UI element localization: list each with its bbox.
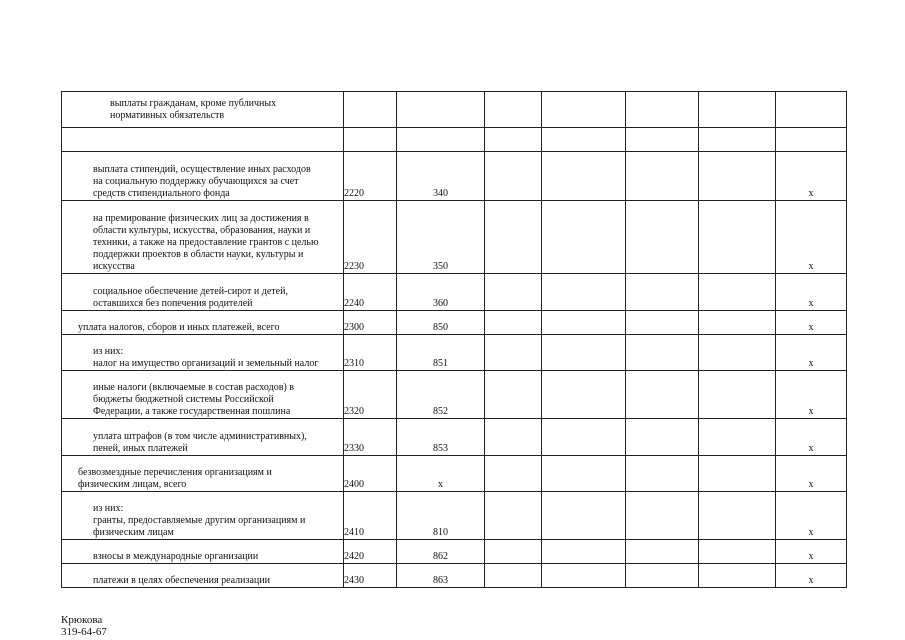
row-description: уплата штрафов (в том числе административных), пеней, иных платежей <box>62 419 344 456</box>
table-row <box>62 311 847 335</box>
row-code <box>344 92 397 128</box>
row-code: 2420 <box>344 540 397 564</box>
row-mark: x <box>776 492 847 540</box>
row-description: платежи в целях обеспечения реализации <box>62 564 344 588</box>
row-mark: x <box>776 335 847 371</box>
row-kosgu: 340 <box>397 152 485 201</box>
row-code: 2230 <box>344 201 397 274</box>
row-code: 2300 <box>344 311 397 335</box>
expenditure-table <box>61 91 847 588</box>
row-description: из них: гранты, предоставляемые другим организациям и физическим лицам <box>62 492 344 540</box>
table-row <box>62 540 847 564</box>
row-description: уплата налогов, сборов и иных платежей, всего <box>62 311 344 335</box>
row-kosgu: x <box>397 456 485 492</box>
row-description: иные налоги (включаемые в состав расходов) в бюджеты бюджетной системы Российской Федерации, а также государственная пошлина <box>62 371 344 419</box>
row-code: 2430 <box>344 564 397 588</box>
table-row <box>62 371 847 419</box>
row-code: 2320 <box>344 371 397 419</box>
row-code: 2240 <box>344 274 397 311</box>
row-kosgu: 853 <box>397 419 485 456</box>
row-code: 2400 <box>344 456 397 492</box>
table-row <box>62 128 847 152</box>
row-mark: x <box>776 152 847 201</box>
table-row <box>62 201 847 274</box>
row-code: 2310 <box>344 335 397 371</box>
row-kosgu: 863 <box>397 564 485 588</box>
executor-name: Крюкова <box>61 614 103 626</box>
row-mark: x <box>776 274 847 311</box>
row-mark: x <box>776 201 847 274</box>
row-mark: x <box>776 371 847 419</box>
table-row <box>62 335 847 371</box>
row-kosgu: 862 <box>397 540 485 564</box>
row-kosgu <box>397 128 485 152</box>
row-kosgu: 852 <box>397 371 485 419</box>
row-kosgu: 360 <box>397 274 485 311</box>
table-row <box>62 92 847 128</box>
row-kosgu: 851 <box>397 335 485 371</box>
table-row <box>62 274 847 311</box>
row-mark <box>776 92 847 128</box>
row-description: выплаты гражданам, кроме публичных нормативных обязательств <box>62 92 344 128</box>
row-kosgu: 850 <box>397 311 485 335</box>
table-row <box>62 456 847 492</box>
table-row <box>62 152 847 201</box>
row-mark: x <box>776 419 847 456</box>
row-code: 2330 <box>344 419 397 456</box>
row-kosgu: 810 <box>397 492 485 540</box>
row-mark <box>776 128 847 152</box>
table-row <box>62 419 847 456</box>
row-code <box>344 128 397 152</box>
executor-phone: 319-64-67 <box>61 626 107 638</box>
row-description <box>62 128 344 152</box>
row-description: безвозмездные перечисления организациям и физическим лицам, всего <box>62 456 344 492</box>
row-code: 2410 <box>344 492 397 540</box>
row-mark: x <box>776 311 847 335</box>
row-mark: x <box>776 540 847 564</box>
row-mark: x <box>776 564 847 588</box>
table-row <box>62 564 847 588</box>
table-row <box>62 492 847 540</box>
row-mark: x <box>776 456 847 492</box>
row-kosgu <box>397 92 485 128</box>
footer-contact <box>61 614 107 638</box>
row-description: выплата стипендий, осуществление иных расходов на социальную поддержку обучающихся за счет средств стипендиального фонда <box>62 152 344 201</box>
row-kosgu: 350 <box>397 201 485 274</box>
row-description: на премирование физических лиц за достижения в области культуры, искусства, образования, науки и техники, а также на предоставление грантов с целью поддержки проектов в области науки, культуры и искусства <box>62 201 344 274</box>
row-description: взносы в международные организации <box>62 540 344 564</box>
row-description: из них: налог на имущество организаций и земельный налог <box>62 335 344 371</box>
row-description: социальное обеспечение детей-сирот и детей, оставшихся без попечения родителей <box>62 274 344 311</box>
row-code: 2220 <box>344 152 397 201</box>
